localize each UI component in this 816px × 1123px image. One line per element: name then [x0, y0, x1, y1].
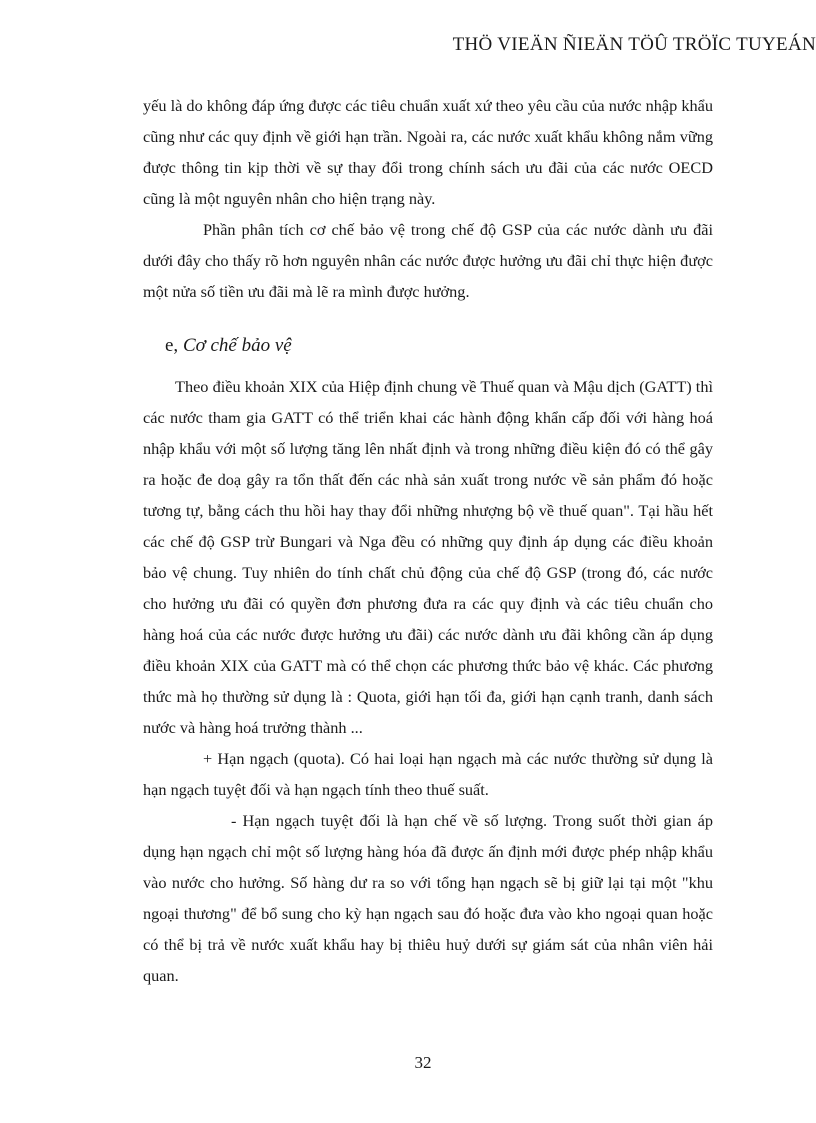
section-prefix: e, — [165, 335, 179, 356]
running-header: THÖ VIEÄN ÑIEÄN TÖÛ TRÖÏC TUYEÁN — [452, 34, 816, 55]
body-paragraph: - Hạn ngạch tuyệt đối là hạn chế về số lượng. Trong suốt thời gian áp dụng hạn ngạch chỉ một số lượng hàng hóa đã được ấn định mới được phép nhập khẩu vào nước cho hưởng. Số hàng dư ra so với tổng hạn ngạch sẽ bị giữ lại tại một "khu ngoại thương" để bổ sung cho kỳ hạn ngạch sau đó hoặc đưa vào kho ngoại quan hoặc có thể bị trả về nước xuất khẩu hay bị thiêu huỷ dưới sự giám sát của nhân viên hải quan. — [143, 811, 713, 985]
body-paragraph: yếu là do không đáp ứng được các tiêu chuẩn xuất xứ theo yêu cầu của nước nhập khẩu cũng như các quy định về giới hạn trần. Ngoài ra, các nước xuất khẩu không nắm vững được thông tin kịp thời về sự thay đổi trong chính sách ưu đãi của các nước OECD cũng là một nguyên nhân cho hiện trạng này. — [143, 96, 713, 208]
body-paragraph: Phần phân tích cơ chế bảo vệ trong chế độ GSP của các nước dành ưu đãi dưới đây cho thấy rõ hơn nguyên nhân các nước được hưởng ưu đãi chỉ thực hiện được một nửa số tiền ưu đãi mà lẽ ra mình được hưởng. — [143, 220, 713, 301]
body-paragraph: + Hạn ngạch (quota). Có hai loại hạn ngạch mà các nước thường sử dụng là hạn ngạch tuyệt đối và hạn ngạch tính theo thuế suất. — [143, 749, 713, 799]
page-body — [143, 90, 713, 991]
page-number: 32 — [414, 1053, 432, 1072]
section-heading — [143, 331, 713, 361]
body-paragraph: Theo điều khoản XIX của Hiệp định chung về Thuế quan và Mậu dịch (GATT) thì các nước tham gia GATT có thể triển khai các hành động khẩn cấp đối với hàng hoá nhập khẩu với một số lượng tăng lên nhất định và trong những điều kiện đó có thể gây ra hoặc đe doạ gây ra tổn thất đến các nhà sản xuất trong nước về sản phẩm đó hoặc tương tự, bằng cách thu hồi hay thay đổi những nhượng bộ về thuế quan". Tại hầu hết các chế độ GSP trừ Bungari và Nga đều có những quy định áp dụng các điều khoản bảo vệ chung. Tuy nhiên do tính chất chủ động của chế độ GSP (trong đó, các nước cho hưởng ưu đãi có quyền đơn phương đưa ra các quy định và các tiêu chuẩn cho hàng hoá của các nước được hưởng ưu đãi) các nước dành ưu đãi không cần áp dụng điều khoản XIX của GATT mà có thể chọn các phương thức bảo vệ khác. Các phương thức mà họ thường sử dụng là : Quota, giới hạn tối đa, giới hạn cạnh tranh, danh sách nước và hàng hoá trưởng thành ... — [143, 377, 713, 737]
section-title: Cơ chế bảo vệ — [182, 335, 292, 356]
